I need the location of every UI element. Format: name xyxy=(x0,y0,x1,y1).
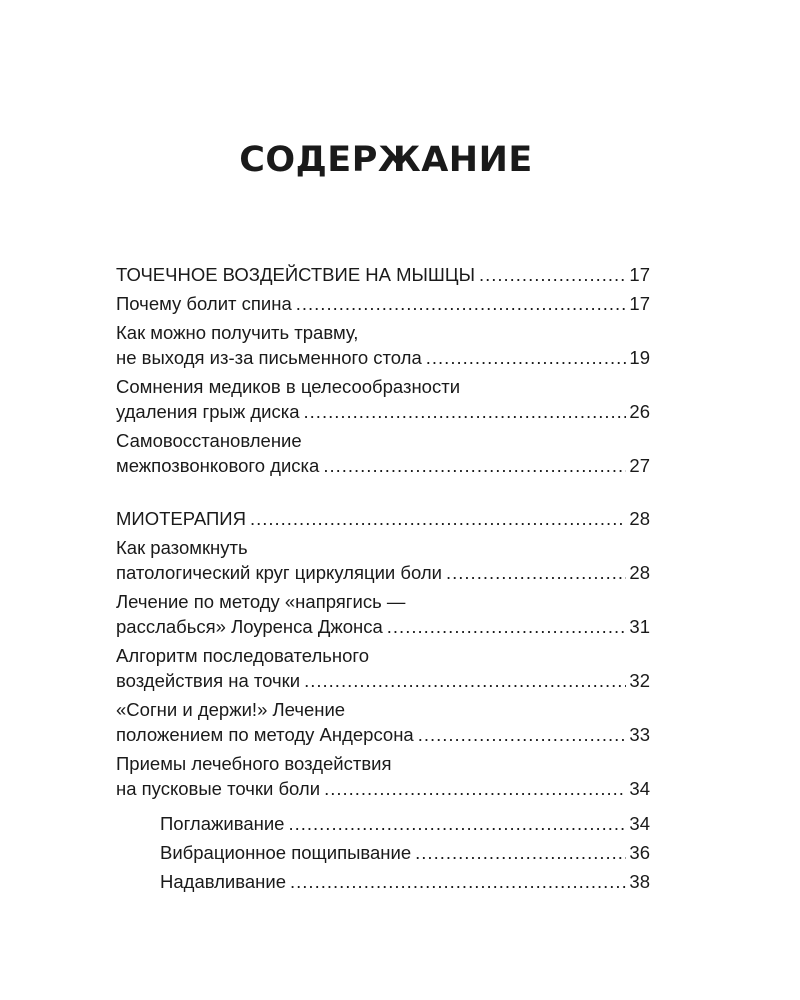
toc-subentry[interactable] xyxy=(116,869,650,894)
page-number: 19 xyxy=(629,347,650,368)
toc-entry-title-line: Лечение по методу «напрягись — xyxy=(116,591,406,612)
toc-entry-last-line xyxy=(160,869,650,894)
toc-entry-last-line xyxy=(116,345,650,370)
toc-entry-title-line: Алгоритм последовательного xyxy=(116,645,370,666)
page-number: 34 xyxy=(629,813,650,834)
page-number: 33 xyxy=(629,724,650,745)
dot-leader xyxy=(296,291,627,316)
toc-entry-last-line xyxy=(116,776,650,801)
page-number: 38 xyxy=(629,871,650,892)
toc-entry-last-line xyxy=(116,722,650,747)
toc-entry-last-line xyxy=(116,262,650,287)
dot-leader xyxy=(304,399,627,424)
page-number: 27 xyxy=(629,455,650,476)
toc-entry-title-line: Поглаживание xyxy=(160,813,285,834)
dot-leader xyxy=(323,453,626,478)
toc-entry[interactable] xyxy=(116,374,650,424)
toc-entry-title-line: удаления грыж диска xyxy=(116,401,300,422)
toc-entry-title-line: расслабься» Лоуренса Джонса xyxy=(116,616,383,637)
toc-section xyxy=(116,506,650,894)
toc-entry-title-line: Вибрационное пощипывание xyxy=(160,842,412,863)
dot-leader xyxy=(387,614,627,639)
toc-entry-title-line: на пусковые точки боли xyxy=(116,778,321,799)
page-number: 28 xyxy=(629,562,650,583)
table-of-contents xyxy=(116,262,650,898)
toc-entry-title-line: межпозвонкового диска xyxy=(116,455,320,476)
toc-entry[interactable] xyxy=(116,697,650,747)
toc-entry-title-line: «Согни и держи!» Лечение xyxy=(116,699,346,720)
page-number: 36 xyxy=(629,842,650,863)
toc-entry[interactable] xyxy=(116,506,650,531)
toc-entry-last-line xyxy=(116,291,650,316)
toc-entry-last-line xyxy=(160,840,650,865)
toc-entry-title-line: не выходя из-за письменного стола xyxy=(116,347,422,368)
toc-entry-title-line: Надавливание xyxy=(160,871,287,892)
toc-entry[interactable] xyxy=(116,643,650,693)
toc-entry-last-line xyxy=(116,560,650,585)
toc-entry-title-line: Приемы лечебного воздействия xyxy=(116,753,392,774)
toc-entry[interactable] xyxy=(116,535,650,585)
toc-section xyxy=(116,262,650,478)
page-number: 34 xyxy=(629,778,650,799)
toc-entry-title-line: Сомнения медиков в целесообразности xyxy=(116,376,461,397)
toc-entry[interactable] xyxy=(116,262,650,287)
toc-entry[interactable] xyxy=(116,751,650,801)
page-number: 32 xyxy=(629,670,650,691)
toc-entry-title-line: Как можно получить травму, xyxy=(116,322,359,343)
toc-entry-title-line: положением по методу Андерсона xyxy=(116,724,414,745)
toc-subentry[interactable] xyxy=(116,840,650,865)
page-number: 28 xyxy=(629,508,650,529)
toc-entry-title-line: Самовосстановление xyxy=(116,430,302,451)
toc-entry-title-line: Как разомкнуть xyxy=(116,537,248,558)
toc-entry-title-line: патологический круг циркуляции боли xyxy=(116,562,442,583)
toc-entry[interactable] xyxy=(116,589,650,639)
toc-entry-title-line: Почему болит спина xyxy=(116,293,292,314)
dot-leader xyxy=(324,776,626,801)
toc-entry-last-line xyxy=(116,668,650,693)
page-number: 26 xyxy=(629,401,650,422)
dot-leader xyxy=(290,869,626,894)
dot-leader xyxy=(426,345,627,370)
dot-leader xyxy=(250,506,626,531)
dot-leader xyxy=(479,262,626,287)
toc-entry[interactable] xyxy=(116,428,650,478)
dot-leader xyxy=(418,722,627,747)
toc-entry-title-line: воздействия на точки xyxy=(116,670,301,691)
toc-entry-last-line xyxy=(116,453,650,478)
dot-leader xyxy=(446,560,626,585)
toc-entry[interactable] xyxy=(116,320,650,370)
toc-entry[interactable] xyxy=(116,291,650,316)
toc-entry-title-line: ТОЧЕЧНОЕ ВОЗДЕЙСТВИЕ НА МЫШЦЫ xyxy=(116,264,475,285)
page-number: 17 xyxy=(629,293,650,314)
toc-entry-title-line: МИОТЕРАПИЯ xyxy=(116,508,246,529)
page-number: 31 xyxy=(629,616,650,637)
toc-entry-last-line xyxy=(116,399,650,424)
page-title: СОДЕРЖАНИЕ xyxy=(239,140,533,180)
dot-leader xyxy=(415,840,626,865)
toc-entry-last-line xyxy=(160,811,650,836)
page-number: 17 xyxy=(629,264,650,285)
dot-leader xyxy=(304,668,626,693)
dot-leader xyxy=(288,811,626,836)
toc-subentry[interactable] xyxy=(116,811,650,836)
toc-entry-last-line xyxy=(116,506,650,531)
toc-entry-last-line xyxy=(116,614,650,639)
